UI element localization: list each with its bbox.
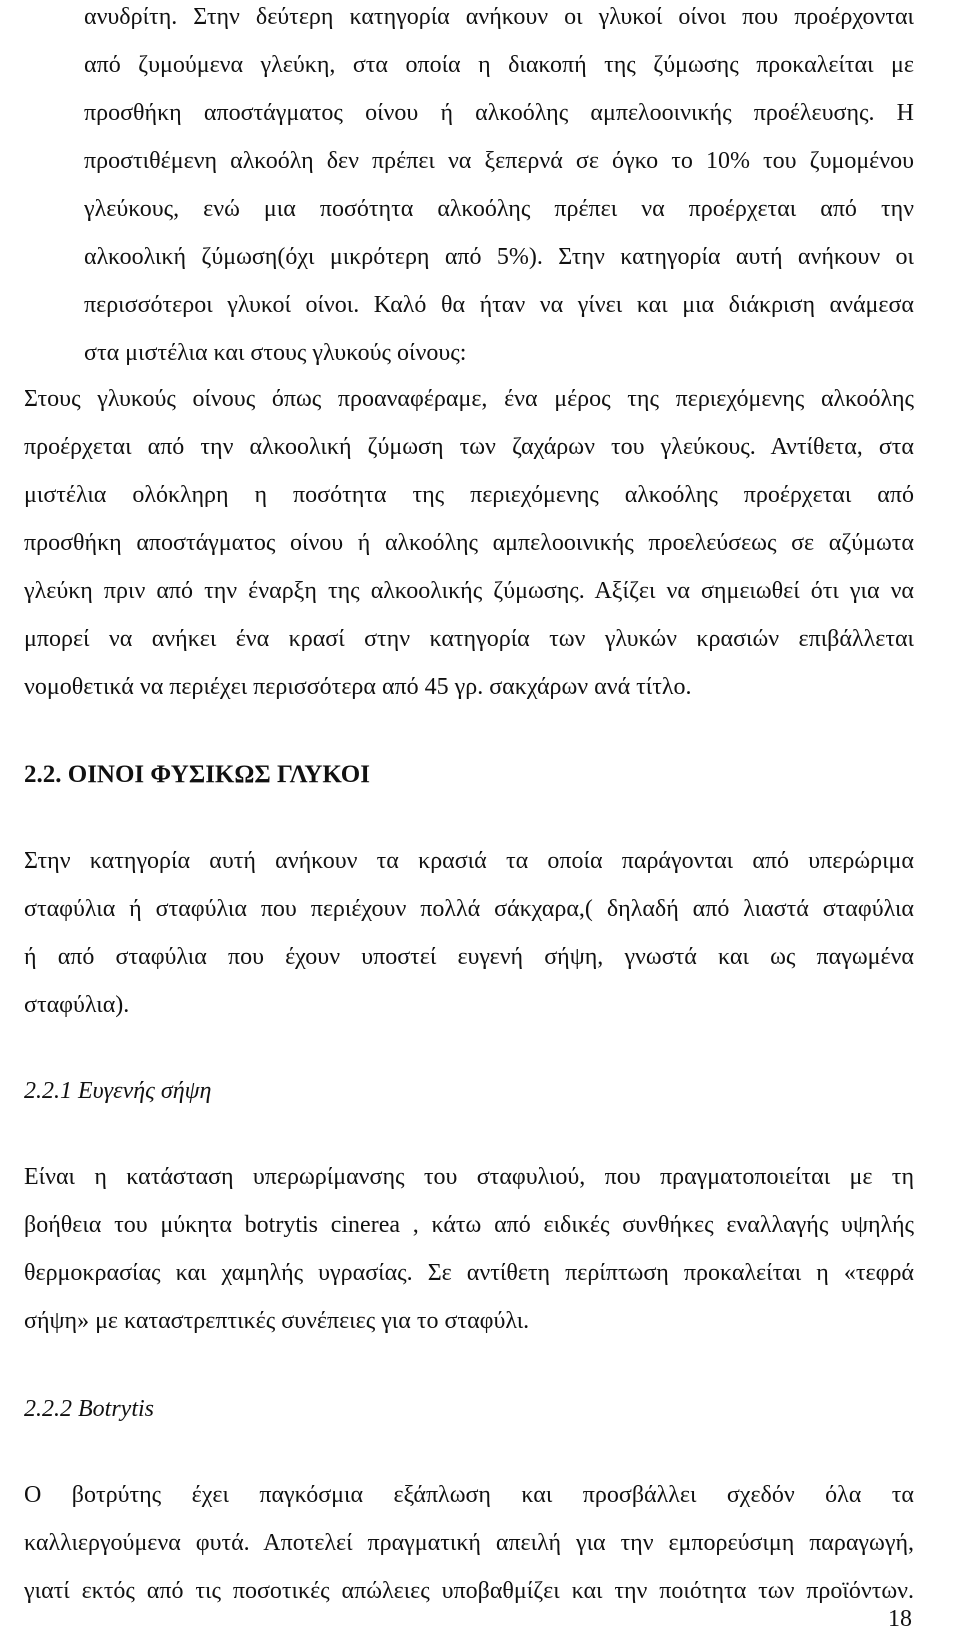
text-line: βοήθεια του μύκητα botrytis cinerea , κάτω από ειδικές συνθήκες εναλλαγής υψηλής — [24, 1212, 914, 1238]
text-line: από ζυμούμενα γλεύκη, στα οποία η διακοπή της ζύμωσης προκαλείται με — [84, 52, 914, 78]
text-line: προέρχεται από την αλκοολική ζύμωση των ζαχάρων του γλεύκους. Αντίθετα, στα — [24, 434, 914, 460]
subsection-heading-botrytis: 2.2.2 Botrytis — [24, 1396, 154, 1422]
text-line: μιστέλια ολόκληρη η ποσότητα της περιεχόμενης αλκοόλης προέρχεται από — [24, 482, 914, 508]
text-line: γιατί εκτός από τις ποσοτικές απώλειες υποβαθμίζει και την ποιότητα των προϊόντων. — [24, 1578, 914, 1604]
subsection-heading-noble-rot: 2.2.1 Ευγενής σήψη — [24, 1078, 212, 1104]
page-number: 18 — [888, 1606, 912, 1632]
text-line: γλεύκη πριν από την έναρξη της αλκοολικής ζύμωσης. Αξίζει να σημειωθεί ότι για να — [24, 578, 914, 604]
text-line: προσθήκη αποστάγματος οίνου ή αλκοόλης αμπελοοινικής προέλευσης. Η — [84, 100, 914, 126]
text-line: αλκοολική ζύμωση(όχι μικρότερη από 5%). Στην κατηγορία αυτή ανήκουν οι — [84, 244, 914, 270]
text-line: ανυδρίτη. Στην δεύτερη κατηγορία ανήκουν οι γλυκοί οίνοι που προέρχονται — [84, 4, 914, 30]
text-line: νομοθετικά να περιέχει περισσότερα από 45 γρ. σακχάρων ανά τίτλο. — [24, 674, 692, 700]
text-line: θερμοκρασίας και χαμηλής υγρασίας. Σε αντίθετη περίπτωση προκαλείται η «τεφρά — [24, 1260, 914, 1286]
text-line: Είναι η κατάσταση υπερωρίμανσης του σταφυλιού, που πραγματοποιείται με τη — [24, 1164, 914, 1190]
text-line: Στους γλυκούς οίνους όπως προαναφέραμε, ένα μέρος της περιεχόμενης αλκοόλης — [24, 386, 914, 412]
text-line: προσθήκη αποστάγματος οίνου ή αλκοόλης αμπελοοινικής προελεύσεως σε αζύμωτα — [24, 530, 914, 556]
text-line: προστιθέμενη αλκοόλη δεν πρέπει να ξεπερνά σε όγκο το 10% του ζυμομένου — [84, 148, 914, 174]
text-line: γλεύκους, ενώ μια ποσότητα αλκοόλης πρέπει να προέρχεται από την — [84, 196, 914, 222]
text-line: σταφύλια). — [24, 992, 130, 1018]
text-line: μπορεί να ανήκει ένα κρασί στην κατηγορία των γλυκών κρασιών επιβάλλεται — [24, 626, 914, 652]
text-line: σταφύλια ή σταφύλια που περιέχουν πολλά σάκχαρα,( δηλαδή από λιαστά σταφύλια — [24, 896, 914, 922]
text-line: καλλιεργούμενα φυτά. Αποτελεί πραγματική απειλή για την εμπορεύσιμη παραγωγή, — [24, 1530, 914, 1556]
text-line: Στην κατηγορία αυτή ανήκουν τα κρασιά τα οποία παράγονται από υπερώριμα — [24, 848, 914, 874]
text-line: περισσότεροι γλυκοί οίνοι. Καλό θα ήταν να γίνει και μια διάκριση ανάμεσα — [84, 292, 914, 318]
text-line: στα μιστέλια και στους γλυκούς οίνους: — [84, 340, 467, 366]
text-line: ή από σταφύλια που έχουν υποστεί ευγενή σήψη, γνωστά και ως παγωμένα — [24, 944, 914, 970]
text-line: Ο βοτρύτης έχει παγκόσμια εξάπλωση και προσβάλλει σχεδόν όλα τα — [24, 1482, 914, 1508]
text-line: σήψη» με καταστρεπτικές συνέπειες για το σταφύλι. — [24, 1308, 530, 1334]
section-heading: 2.2. ΟΙΝΟΙ ΦΥΣΙΚΩΣ ΓΛΥΚΟΙ — [24, 761, 370, 788]
